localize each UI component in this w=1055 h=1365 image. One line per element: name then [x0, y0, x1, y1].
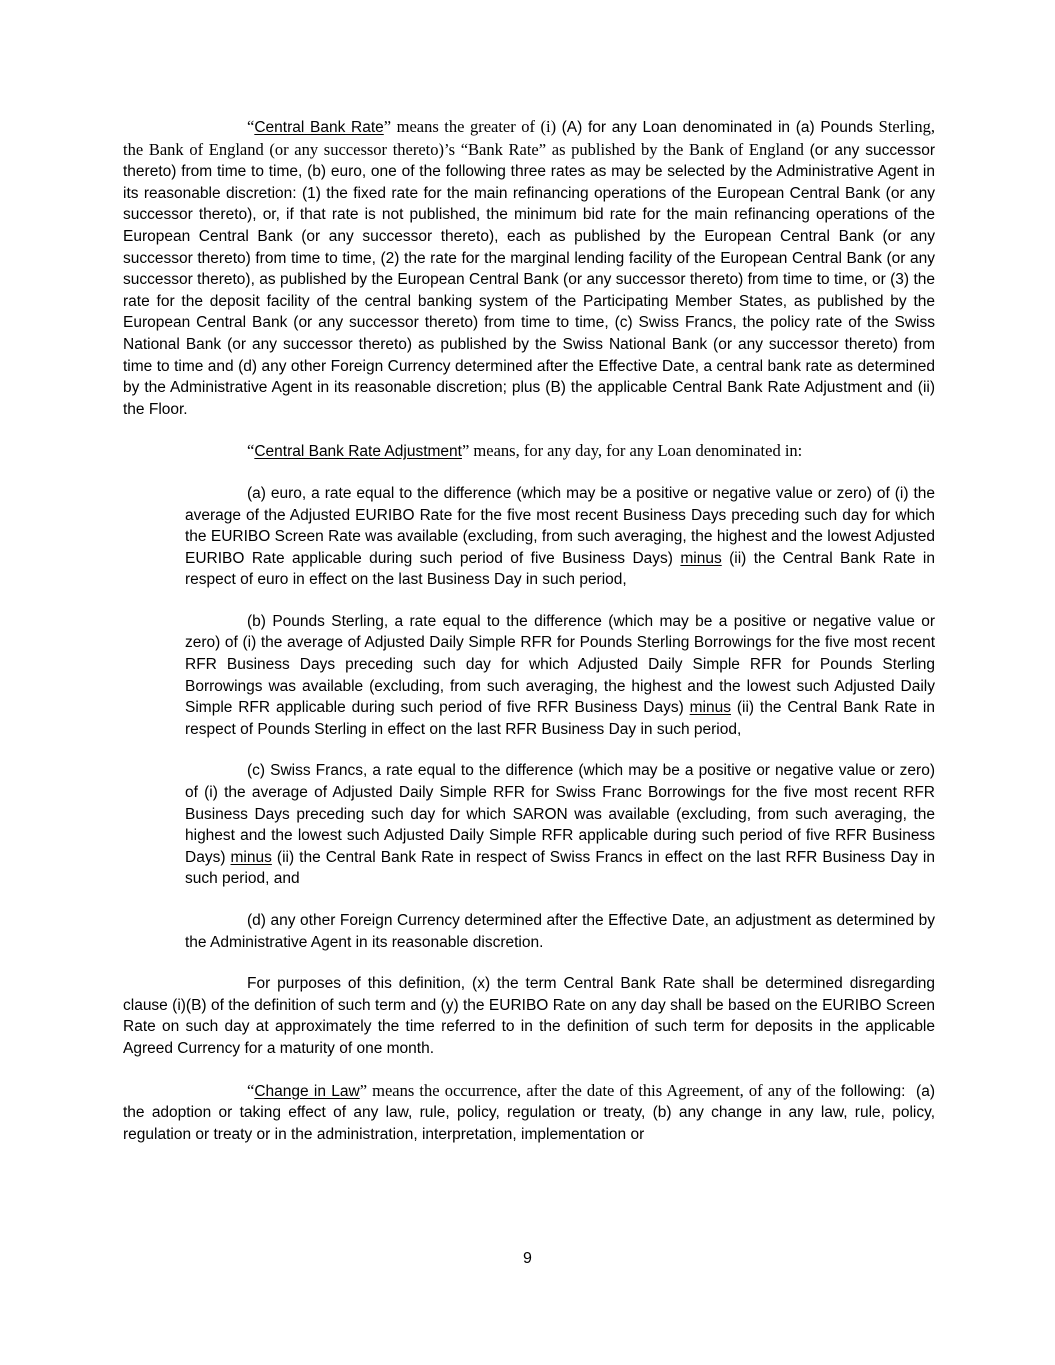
text-run: (a) euro, a rate equal to the difference (which may be a positive or negative value or zero) of (i) the average of the Adjusted EURIBO Rate for the five most recent Business Days preceding such day for which the EURIBO Screen Rate was available (excluding, from such averaging, the highest and the lowest Adjusted EURIBO Rate applicable during such period of five Business Days)	[185, 484, 935, 567]
paragraph-clause-d-other-foreign-currency	[185, 910, 935, 953]
text-run: “	[247, 117, 255, 136]
paragraph-central-bank-rate-adjustment	[123, 440, 935, 463]
defined-term-central-bank-rate-adjustment: Central Bank Rate Adjustment	[254, 443, 462, 461]
emphasis-minus: minus	[680, 549, 722, 567]
text-run: (A) for any Loan denominated in (a) Pounds	[561, 119, 879, 136]
text-run: “	[247, 441, 255, 461]
text-run: (ii) the Central Bank Rate in respect of euro in effect on the last Business Day in such period,	[185, 549, 935, 589]
page-number: 9	[523, 1250, 532, 1267]
text-run: (b) Pounds Sterling, a rate equal to the difference (which may be a positive or negative value or zero) of (i) the average of Adjusted Daily Simple RFR for Pounds Sterling Borrowings for the five most recent RFR Business Days preceding such day for which Adjusted Daily Simple RFR for Pounds Sterling Borrowings was available (excluding, from such averaging, the highest and the lowest such Adjusted Daily Simple RFR applicable during such period of five RFR Business Days)	[185, 612, 935, 717]
document-body	[123, 116, 935, 1165]
paragraph-clause-a-euro	[185, 483, 935, 591]
text-run: For purposes of this definition, (x) the term Central Bank Rate shall be determined disregarding clause (i)(B) of the definition of such term and (y) the EURIBO Rate on any day shall be based on the EURIBO Screen Rate on such day at approximately the time referred to in the definition of such term for deposits in the applicable Agreed Currency for a maturity of one month.	[123, 975, 935, 1057]
paragraph-clause-c-swiss-francs	[185, 760, 935, 890]
text-run: ” means the occurrence, after the date of this Agreement, of any of the	[359, 1080, 841, 1100]
defined-term-central-bank-rate: Central Bank Rate	[254, 119, 384, 136]
text-run: (or any successor thereto) from time to time, (b) euro, one of the following three rates as may be selected by the Administrative Agent in its reasonable discretion: (1) the fixed rate for the main refinancing operations of the European Central Bank (or any successor thereto), or, if that rate is not published, the minimum bid rate for the main refinancing operations of the European Central Bank (or any successor thereto), each as published by the European Central Bank (or any successor thereto) from time to time, (2) the rate for the marginal lending facility of the European Central Bank (or any successor thereto), as published by the European Central Bank (or any successor thereto) from time to time, or (3) the rate for the deposit facility of the central banking system of the Participating Member States, as published by the European Central Bank (or any successor thereto) from time to time, (c) Swiss Francs, the policy rate of the Swiss National Bank (or any successor thereto) as published by the Swiss National Bank (or any successor thereto) from time to time and (d) any other Foreign Currency determined after the Effective Date, a central bank rate as determined by the Administrative Agent in its reasonable discretion; plus (B) the applicable Central Bank Rate Adjustment and (ii) the Floor.	[123, 141, 935, 418]
text-run: “	[247, 1080, 255, 1100]
paragraph-central-bank-rate	[123, 116, 935, 420]
text-run: (d) any other Foreign Currency determined after the Effective Date, an adjustment as determined by the Administrative Agent in its reasonable discretion.	[185, 912, 935, 951]
text-run: Sterling, the Bank of England (or any successor thereto)’s “Bank Rate” as published by the Bank of England	[123, 117, 935, 159]
emphasis-minus: minus	[689, 699, 731, 717]
defined-term-change-in-law: Change in Law	[254, 1082, 360, 1100]
text-run: ” means, for any day, for any Loan denominated in:	[461, 441, 803, 461]
text-run: (c) Swiss Francs, a rate equal to the difference (which may be a positive or negative value or zero) of (i) the average of Adjusted Daily Simple RFR for Swiss Franc Borrowings for the five most recent RFR Business Days preceding such day for which SARON was available (excluding, from such averaging, the highest and the lowest such Adjusted Daily Simple RFR applicable during such period of five RFR Business Days)	[185, 762, 935, 866]
text-run: ” means the greater of (i)	[383, 117, 562, 136]
text-run: (ii) the Central Bank Rate in respect of Swiss Francs in effect on the last RFR Business Day in such period, and	[185, 848, 935, 888]
text-run: (ii) the Central Bank Rate in respect of Pounds Sterling in effect on the last RFR Business Day in such period,	[185, 699, 935, 738]
paragraph-for-purposes-of-definition	[123, 973, 935, 1059]
paragraph-change-in-law	[123, 1080, 935, 1146]
emphasis-minus: minus	[230, 848, 272, 866]
paragraph-clause-b-pounds-sterling	[185, 611, 935, 741]
text-run: following: (a) the adoption or taking effect of any law, rule, policy, regulation or treaty, (b) any change in any law, rule, policy, regulation or treaty or in the administration, interpretation, implementation or	[123, 1082, 935, 1143]
